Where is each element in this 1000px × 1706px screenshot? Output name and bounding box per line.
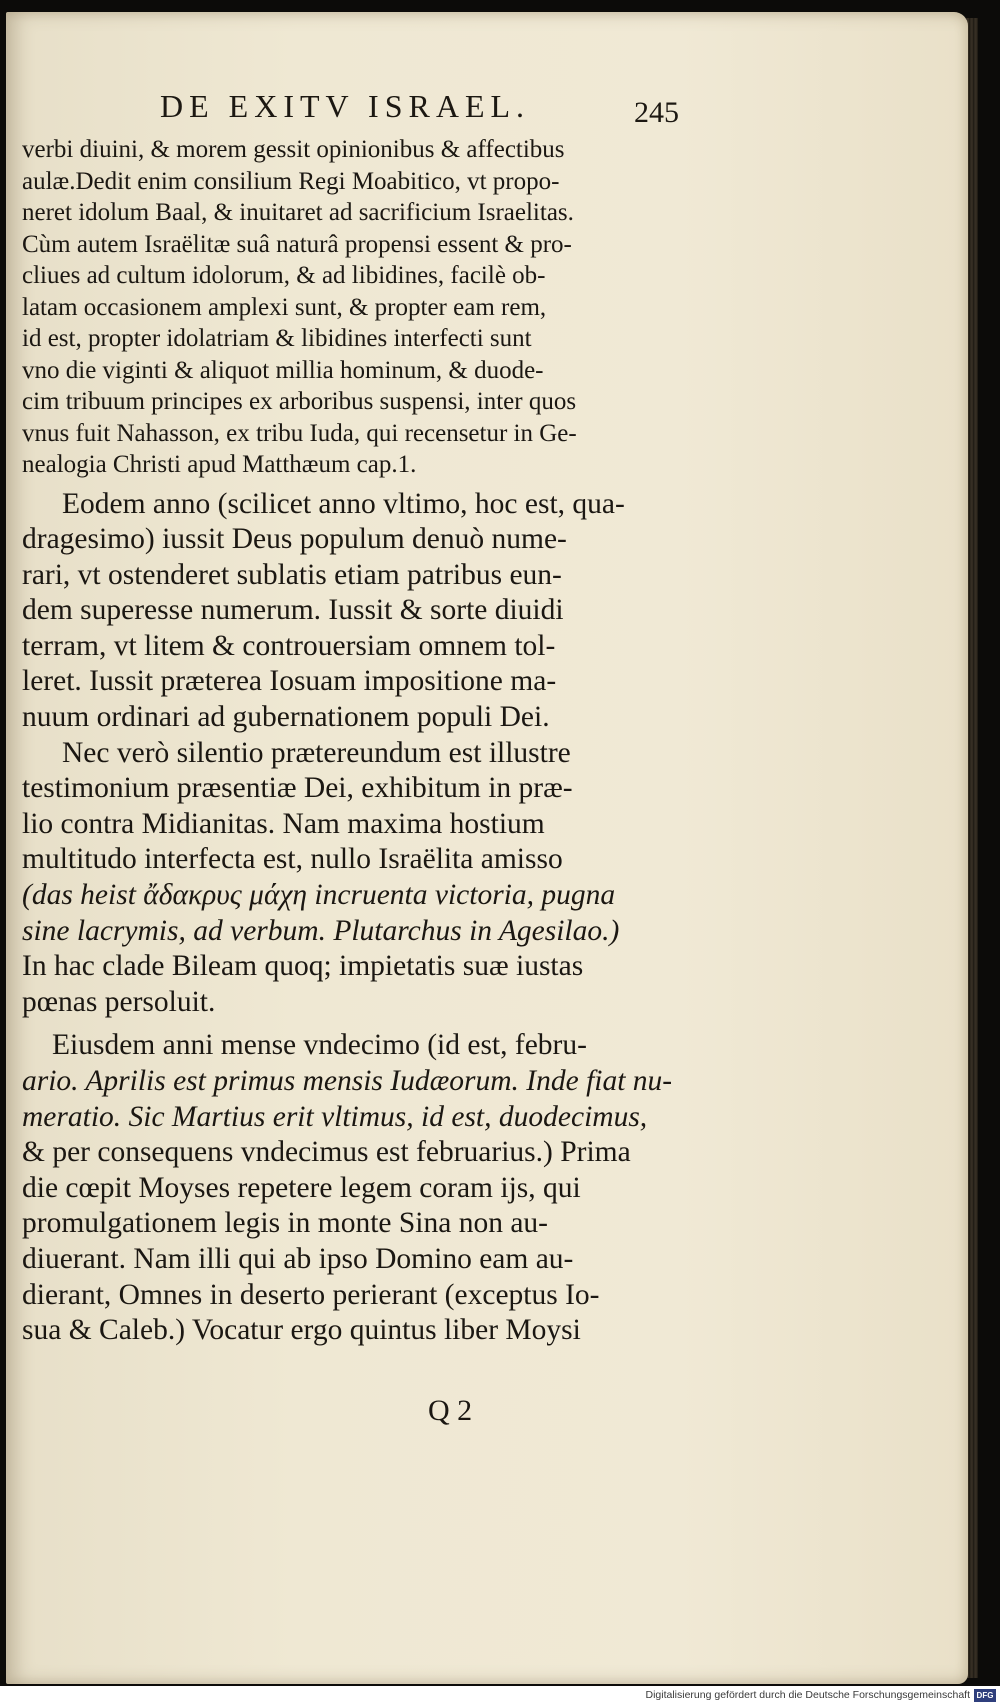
text-line: meratio. Sic Martius erit vltimus, id est, duodecimus, <box>22 1100 648 1133</box>
text-line: (das heist ἄδακρυς μάχη incruenta victoria, pugna <box>22 879 616 912</box>
text-line: & per consequens vndecimus est februarius.) Prima <box>22 1136 631 1169</box>
text-line: die cœpit Moyses repetere legem coram ijs, qui <box>22 1171 581 1204</box>
text-line: Nec verò silentio prætereundum est illustre <box>62 736 571 769</box>
text-line: terram, vt litem & controuersiam omnem tol- <box>22 629 556 662</box>
text-line: vno die viginti & aliquot millia hominum, & duode- <box>22 356 544 384</box>
paragraph-4 <box>22 1028 682 1348</box>
body-text <box>22 134 682 1349</box>
text-line: cliues ad cultum idolorum, & ad libidines, facilè ob- <box>22 262 546 289</box>
text-line: dem superesse numerum. Iussit & sorte diuidi <box>22 594 564 627</box>
text-line: testimonium præsentiæ Dei, exhibitum in præ- <box>22 772 573 805</box>
text-line: cim tribuum principes ex arboribus suspensi, inter quos <box>22 388 577 415</box>
text-line: Eiusdem anni mense vndecimo (id est, febru- <box>52 1029 587 1062</box>
text-line: rari, vt ostenderet sublatis etiam patribus eun- <box>22 558 562 591</box>
text-line: dragesimo) iussit Deus populum denuò nume- <box>22 523 567 556</box>
dfg-logo: DFG <box>974 1689 996 1702</box>
text-line: sine lacrymis, ad verbum. Plutarchus in Agesilao.) <box>22 914 620 947</box>
running-title: DE EXITV ISRAEL. <box>160 88 531 124</box>
text-line: id est, propter idolatriam & libidines interfecti sunt <box>22 325 532 352</box>
text-line: leret. Iussit præterea Iosuam impositione ma- <box>22 665 557 698</box>
text-line: nuum ordinari ad gubernationem populi Dei. <box>22 701 550 734</box>
footer-bar <box>0 1686 1000 1706</box>
text-line: Cùm autem Israëlitæ suâ naturâ propensi essent & pro- <box>22 230 572 258</box>
text-line: verbi diuini, & morem gessit opinionibus & affectibus <box>22 136 565 163</box>
paragraph-2 <box>22 487 682 736</box>
text-line: dierant, Omnes in deserto perierant (exceptus Io- <box>22 1278 600 1311</box>
page-number: 245 <box>634 96 679 129</box>
text-line: vnus fuit Nahasson, ex tribu Iuda, qui recensetur in Ge- <box>22 419 577 447</box>
text-line: In hac clade Bileam quoq; impietatis suæ iustas <box>22 950 584 983</box>
text-line: Eodem anno (scilicet anno vltimo, hoc est, qua- <box>62 487 625 520</box>
text-line: neret idolum Baal, & inuitaret ad sacrificium Israelitas. <box>22 199 574 226</box>
text-line: diuerant. Nam illi qui ab ipso Domino eam au- <box>22 1242 574 1275</box>
text-line: multitudo interfecta est, nullo Israëlita amisso <box>22 843 563 876</box>
text-line: ario. Aprilis est primus mensis Iudæorum. Inde fiat nu- <box>22 1065 673 1097</box>
text-line: aulæ.Dedit enim consilium Regi Moabitico, vt propo- <box>22 167 560 195</box>
paragraph-3 <box>22 736 682 1021</box>
text-line: sua & Caleb.) Vocatur ergo quintus liber Moysi <box>22 1314 581 1347</box>
signature-mark: Q 2 <box>428 1394 473 1427</box>
footer-credit: Digitalisierung gefördert durch die Deutsche Forschungsgemeinschaft <box>645 1689 970 1701</box>
paragraph-1 <box>22 134 682 481</box>
text-line: promulgationem legis in monte Sina non au- <box>22 1207 549 1240</box>
text-line: lio contra Midianitas. Nam maxima hostium <box>22 807 545 840</box>
text-line: pœnas persoluit. <box>22 985 216 1018</box>
text-line: latam occasionem amplexi sunt, & propter eam rem, <box>22 293 547 321</box>
text-line: nealogia Christi apud Matthæum cap.1. <box>22 451 417 478</box>
